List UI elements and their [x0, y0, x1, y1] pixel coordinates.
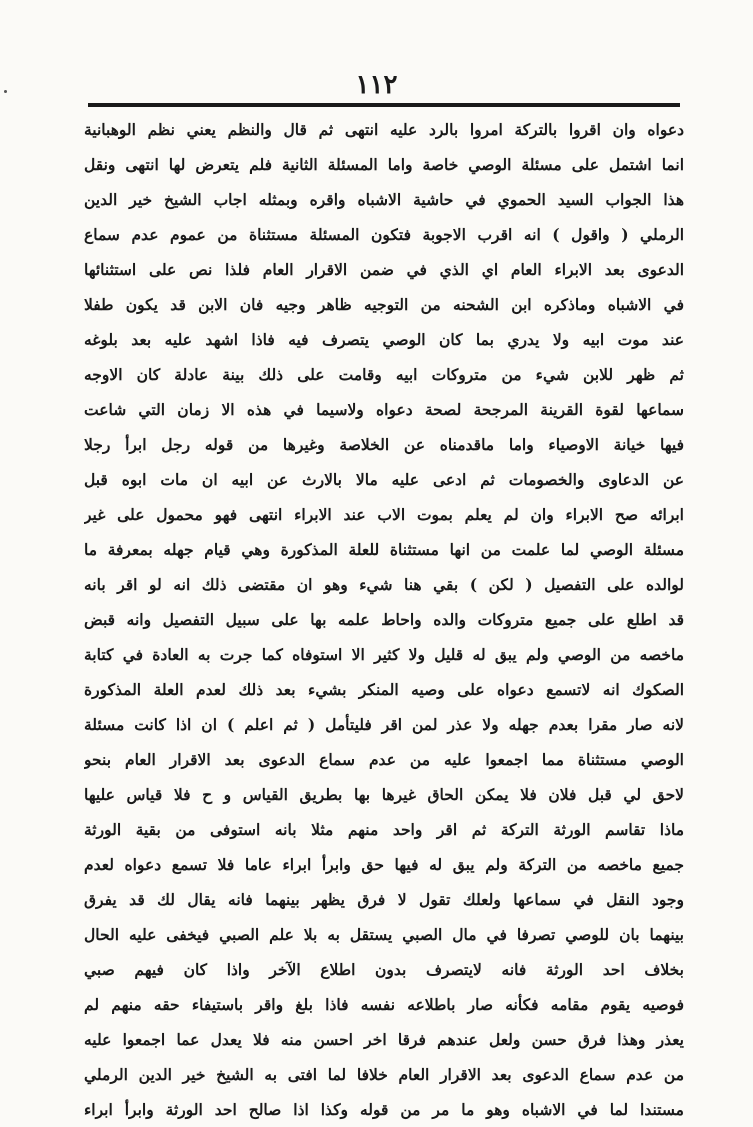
text-line: جميع ماخصه من التركة ولم يبق له فيها حق وابرأ ابراء عاما فلا تسمع دعواه لعدم	[84, 855, 684, 874]
text-line: مسئلة الوصي لما علمت من انها مستثناة للعلة المذكورة وهي قيام جهله بمعرفة ما	[84, 540, 684, 559]
text-line: ثم ظهر للابن شيء من متروكات ابيه وقامت على ذلك بينة عادلة كان الاوجه	[84, 365, 684, 384]
page-body	[84, 112, 684, 1127]
text-line: بينهما بان للوصي تصرفا في مال الصبي يستقل به بلا علم الصبي فيخفى عليه الحال	[84, 925, 684, 944]
text-line: فوصيه يقوم مقامه فكأنه صار باطلاعه نفسه فاذا بلغ واقر باستيفاء حقه منهم لم	[84, 995, 684, 1014]
page-number: ١١٢	[355, 70, 398, 100]
text-line: انما اشتمل على مسئلة الوصي خاصة واما المسئلة الثانية فلم يتعرض لها انتهى ونقل	[84, 155, 684, 174]
text-line: الصكوك انه لاتسمع دعواه على وصيه المنكر بشيء بعد ذلك لعدم العلة المذكورة	[84, 680, 684, 699]
text-line: دعواه وان اقروا بالتركة امروا بالرد عليه انتهى ثم قال والنظم يعني نظم الوهبانية	[84, 120, 684, 139]
text-line: ابرائه صح الابراء وان لم يعلم بموت الاب عند الابراء انتهى فهو محمول على غير	[84, 505, 684, 524]
text-line: ماخصه من الوصي ولم يبق له قليل ولا كثير الا استوفاه كما جرت به العادة في كتابة	[84, 645, 684, 664]
text-line: هذا الجواب السيد الحموي في حاشية الاشباه واقره وبمثله اجاب الشيخ خير الدين	[84, 190, 684, 209]
text-line: من عدم سماع الدعوى بعد الاقرار العام خلافا لما افتى به الشيخ خير الدين الرملي	[84, 1065, 684, 1084]
text-line: يعذر وهذا فرق حسن ولعل عندهم فرقا اخر احسن منه فلا يعدل عما اجمعوا عليه	[84, 1030, 684, 1049]
text-line: ماذا تقاسم الورثة التركة ثم اقر واحد منهم مثلا بانه استوفى من بقية الورثة	[84, 820, 684, 839]
text-line: لانه صار مقرا بعدم جهله ولا عذر لمن اقر فليتأمل ( ثم اعلم ) ان اذا كانت مسئلة	[84, 715, 684, 734]
text-line: لاحق لي قبل فلان فلا يمكن الحاق غيرها بها بطريق القياس و ح فلا قياس عليها	[84, 785, 684, 804]
text-line: عن الدعاوى والخصومات ثم ادعى عليه مالا بالارث عن ابيه ان مات ابوه قبل	[84, 470, 684, 489]
text-line: عند موت ابيه ولا يدري بما كان الوصي يتصرف فيه فاذا اشهد عليه بعد بلوغه	[84, 330, 684, 349]
text-line: قد اطلع على جميع متروكات والده واحاط علمه بها على سبيل التفصيل وانه قبض	[84, 610, 684, 629]
text-line: الدعوى بعد الابراء العام اي الذي في ضمن الاقرار العام فلذا نص على استثنائها	[84, 260, 684, 279]
text-line: مستندا لما في الاشباه وهو ما مر من قوله وكذا اذا صالح احد الورثة وابرأ ابراء	[84, 1100, 684, 1119]
text-line: الوصي مستثناة مما اجمعوا عليه من عدم سماع الدعوى بعد الاقرار العام بنحو	[84, 750, 684, 769]
header-rule	[88, 103, 680, 107]
text-line: لوالده على التفصيل ( لكن ) بقي هنا شيء وهو ان مقتضى ذلك انه لو اقر بانه	[84, 575, 684, 594]
text-line: في الاشباه وماذكره ابن الشحنه من التوجيه ظاهر وجيه فان الابن قد يكون طفلا	[84, 295, 684, 314]
text-line: الرملي ( واقول ) انه اقرب الاجوبة فتكون المسئلة مستثناة من عموم عدم سماع	[84, 225, 684, 244]
text-line: فيها خيانة الاوصياء واما ماقدمناه عن الخلاصة وغيرها من قوله رجل ابرأ رجلا	[84, 435, 684, 454]
text-line: وجود النقل في سماعها ولعلك تقول لا فرق يظهر بينهما فانه يقال لك قد يفرق	[84, 890, 684, 909]
text-line: سماعها لقوة القرينة المرجحة لصحة دعواه ولاسيما في هذه الا زمان التي شاعت	[84, 400, 684, 419]
text-line: بخلاف احد الورثة فانه لايتصرف بدون اطلاع الآخر واذا كان فيهم صبي	[84, 960, 684, 979]
